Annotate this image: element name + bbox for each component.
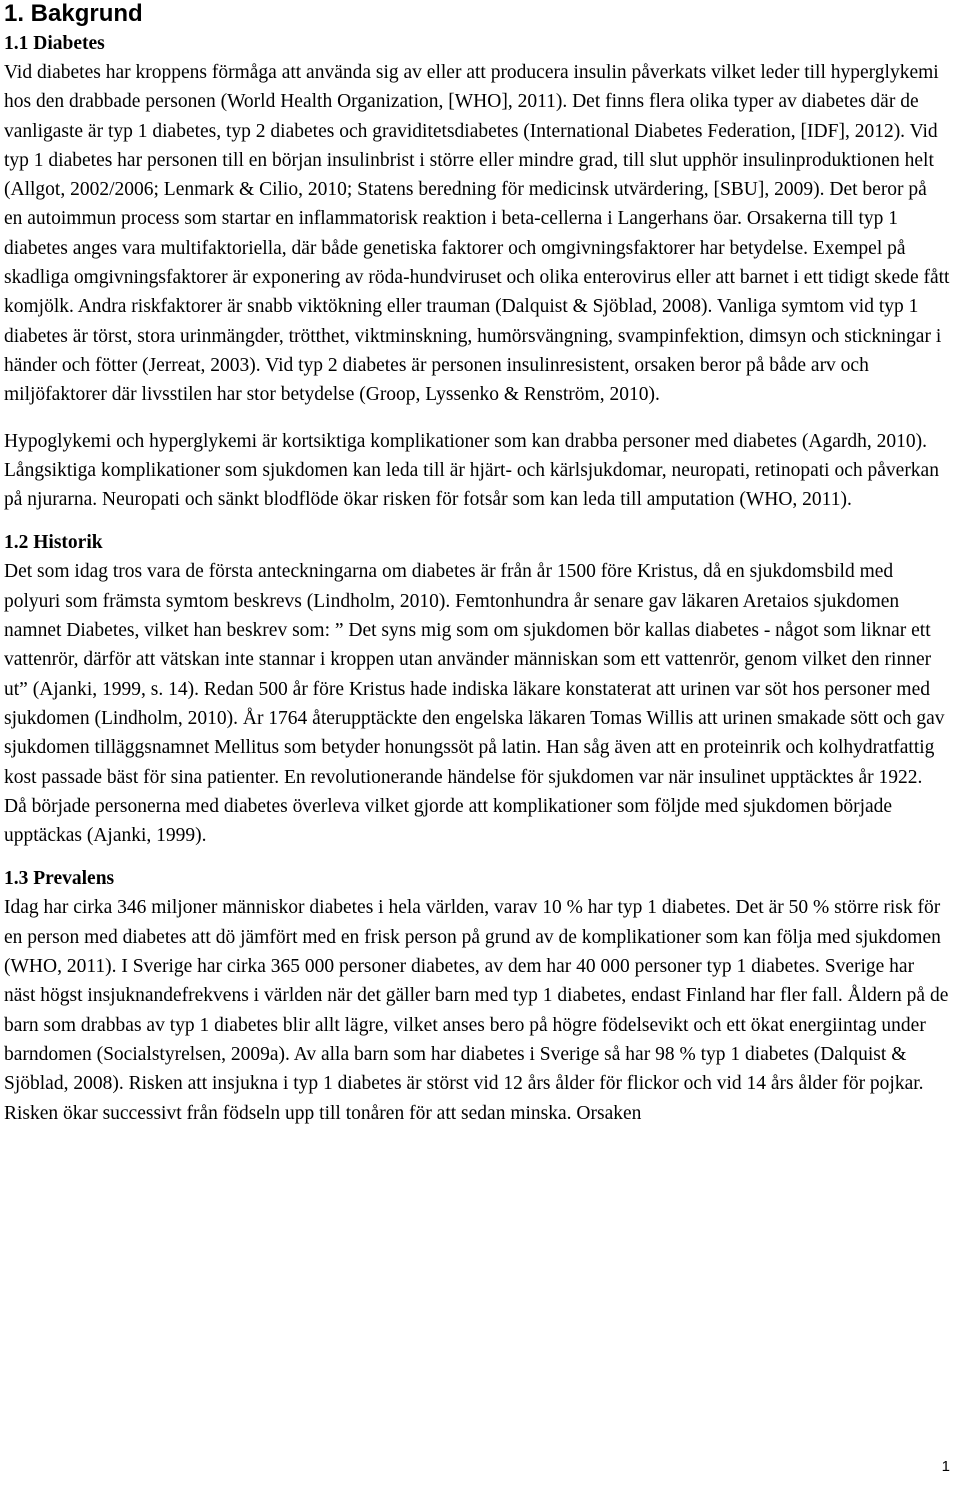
section-heading-diabetes: 1.1 Diabetes (4, 33, 105, 54)
section-heading-prevalens: 1.3 Prevalens (4, 868, 115, 890)
paragraph-diabetes-1: Vid diabetes har kroppens förmåga att använda sig av eller att producera insulin påverkats vilket leder till hyperglykemi hos den drabbade personen (World Health Organization, [WHO], 2011). Det finns flera olika typer av diabetes där de vanligaste är typ 1 diabetes, typ 2 diabetes och graviditetsdiabetes (International Diabetes Federation, [IDF], 2012). Vid typ 1 diabetes har personen till en början insulinbrist i större eller mindre grad, till slut upphör insulinproduktionen helt (Allgot, 2002/2006; Lenmark & Cilio, 2010; Statens beredning för medicinsk utvärdering, [SBU], 2009). Det beror på en autoimmun process som startar en inflammatorisk reaktion i beta-cellerna i Langerhans öar. Orsakerna till typ 1 diabetes anges vara multifaktoriella, där både genetiska faktorer och omgivningsfaktorer har betydelse. Exempel på skadliga omgivningsfaktorer är exponering av röda-hundviruset och olika enterovirus eller att barnet i ett tidigt skede fått komjölk. Andra riskfaktorer är snabb viktökning eller trauman (Dalquist & Sjöblad, 2008). Vanliga symtom vid typ 1 diabetes är törst, stora urinmängder, trötthet, viktminskning, humörsvängning, svampinfektion, dimsyn och stickningar i händer och fötter (Jerreat, 2003). Vid typ 2 diabetes är personen insulinresistent, orsaken beror på både arv och miljöfaktorer där livsstilen har stor betydelse (Groop, Lyssenko & Renström, 2010). (4, 62, 950, 406)
paragraph-diabetes-2: Hypoglykemi och hyperglykemi är kortsiktiga komplikationer som kan drabba personer med diabetes (Agardh, 2010). Långsiktiga komplikationer som sjukdomen kan leda till är hjärt- och kärlsjukdomar, neuropati, retinopati och påverkan på njurarna. Neuropati och sänkt blodflöde ökar risken för fotsår som kan leda till amputation (WHO, 2011). (4, 430, 939, 511)
document-page (4, 0, 950, 1128)
section-heading-historik: 1.2 Historik (4, 532, 103, 554)
page-number: 1 (941, 1458, 950, 1475)
chapter-heading: 1. Bakgrund (4, 0, 143, 27)
paragraph-historik-1: Det som idag tros vara de första anteckningarna om diabetes är från år 1500 före Kristus, då en sjukdomsbild med polyuri som främsta symtom beskrevs (Lindholm, 2010). Femtonhundra år senare gav läkaren Aretaios sjukdomen namnet Diabetes, vilket han beskrev som: ” Det syns mig som om sjukdomen bör kallas diabetes - något som liknar ett vattenrör, därför att vätskan inte stannar i kroppen utan använder människan som ett vattenrör, genom vilket den rinner ut” (Ajanki, 1999, s. 14). Redan 500 år före Kristus hade indiska läkare konstaterat att urinen var söt hos personer med sjukdomen (Lindholm, 2010). År 1764 återupptäckte den engelska läkaren Tomas Willis att urinen smakade sött och gav sjukdomen tilläggsnamnet Mellitus som betyder honungssöt på latin. Han såg även att en proteinrik och kolhydratfattig kost passade bäst för sina patienter. En revolutionerande händelse för sjukdomen var när insulinet upptäcktes år 1922. Då började personerna med diabetes överleva vilket gjorde att komplikationer som följde med sjukdomen började upptäckas (Ajanki, 1999). (4, 561, 945, 847)
paragraph-prevalens-1: Idag har cirka 346 miljoner människor diabetes i hela världen, varav 10 % har typ 1 diabetes. Det är 50 % större risk för en person med diabetes att dö jämfört med en frisk person på grund av de komplikationer som kan följa med sjukdomen (WHO, 2011). I Sverige har cirka 365 000 personer diabetes, av dem har 40 000 personer typ 1 diabetes. Sverige har näst högst insjuknandefrekvens i världen när det gäller barn med typ 1 diabetes, endast Finland har fler fall. Åldern på de barn som drabbas av typ 1 diabetes blir allt lägre, vilket anses bero på högre födelsevikt och ett ökat energiintag under barndomen (Socialstyrelsen, 2009a). Av alla barn som har diabetes i Sverige så har 98 % typ 1 diabetes (Dalquist & Sjöblad, 2008). Risken att insjukna i typ 1 diabetes är störst vid 12 års ålder för flickor och vid 14 års ålder för pojkar. Risken ökar successivt från födseln upp till tonåren för att sedan minska. Orsaken (4, 897, 949, 1124)
